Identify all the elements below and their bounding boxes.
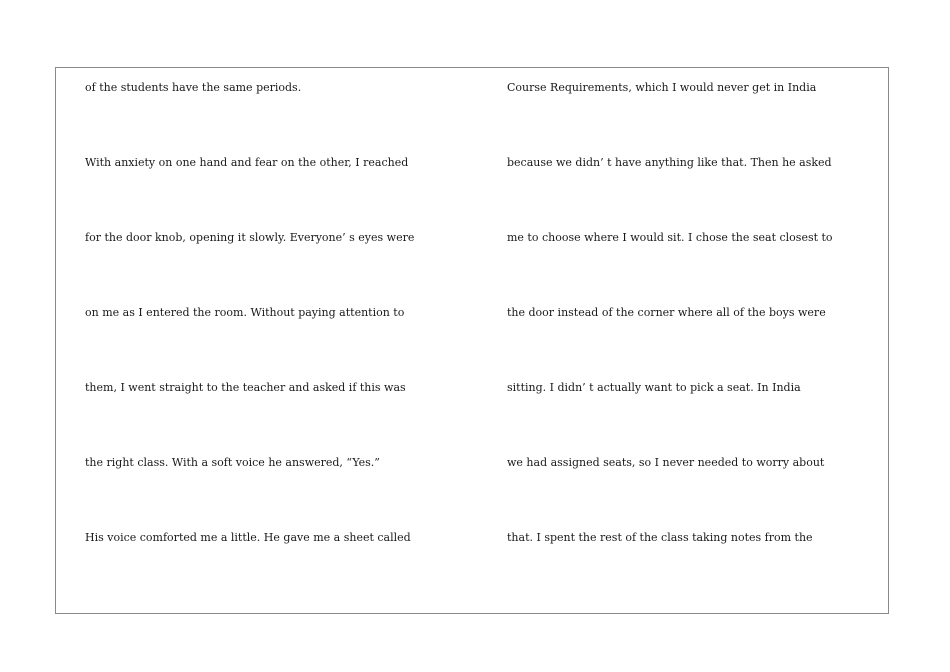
text-line: because we didn’ t have anything like that. Then he asked xyxy=(507,156,832,169)
left-text-column xyxy=(85,80,485,605)
text-line: we had assigned seats, so I never needed to worry about xyxy=(507,456,825,469)
text-line: sitting. I didn’ t actually want to pick a seat. In India xyxy=(507,381,801,394)
text-line: Course Requirements, which I would never get in India xyxy=(507,81,817,94)
text-line: on me as I entered the room. Without paying attention to xyxy=(85,306,405,319)
text-line: His voice comforted me a little. He gave me a sheet called xyxy=(85,531,411,544)
text-line: that. I spent the rest of the class taking notes from the xyxy=(507,531,813,544)
text-line: of the students have the same periods. xyxy=(85,81,302,94)
text-line: the door instead of the corner where all of the boys were xyxy=(507,306,826,319)
text-line: the right class. With a soft voice he answered, “Yes.” xyxy=(85,456,380,469)
text-line: me to choose where I would sit. I chose the seat closest to xyxy=(507,231,833,244)
text-line: for the door knob, opening it slowly. Everyone’ s eyes were xyxy=(85,231,415,244)
text-line: them, I went straight to the teacher and asked if this was xyxy=(85,381,406,394)
right-text-column xyxy=(507,80,887,605)
text-line: With anxiety on one hand and fear on the other, I reached xyxy=(85,156,409,169)
